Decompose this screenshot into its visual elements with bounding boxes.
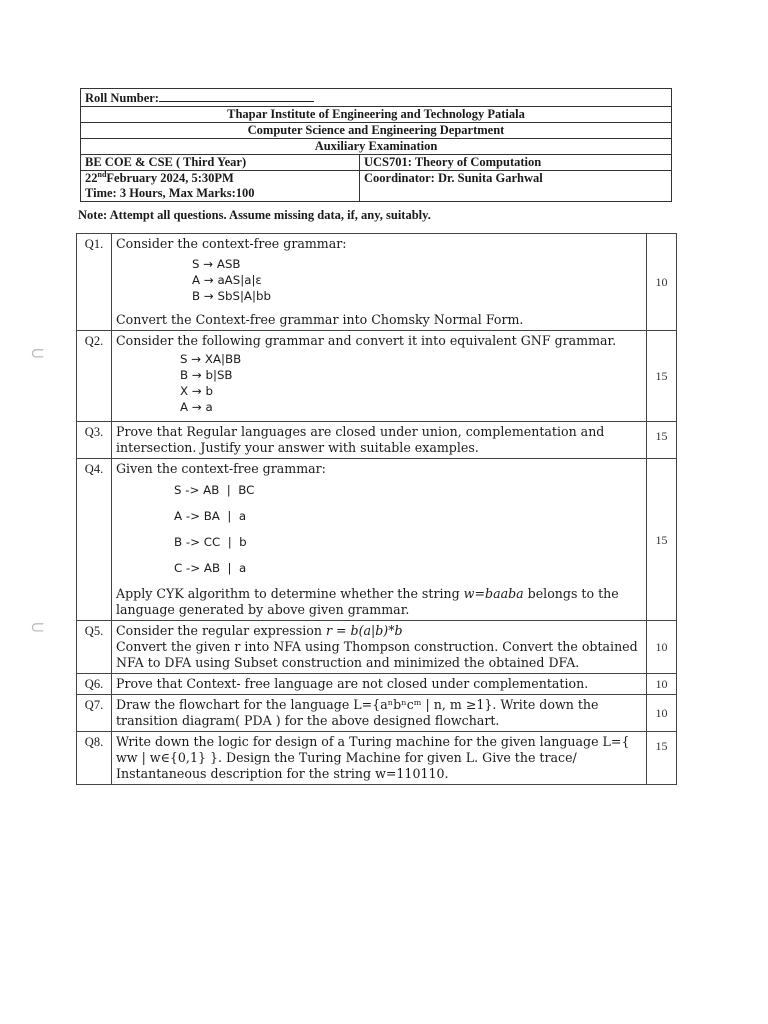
question-number: Q3. <box>77 422 112 459</box>
question-body <box>112 331 647 422</box>
question-marks: 15 <box>647 732 677 785</box>
exam-note: Note: Attempt all questions. Assume missing data, if, any, suitably. <box>78 208 431 222</box>
question-row <box>77 674 677 695</box>
production: B → SbS|A|bb <box>192 289 271 303</box>
grammar-block <box>116 351 642 415</box>
question-task: Convert the given r into NFA using Thompson construction. Convert the obtained NFA to DFA using Subset construction and minimized the obtained DFA. <box>116 639 638 670</box>
question-marks: 10 <box>647 621 677 674</box>
course-year: BE COE & CSE ( Third Year) <box>81 155 360 171</box>
question-text: Draw the flowchart for the language L={aⁿbⁿcᵐ | n, m ≥1}. Write down the transition diagram( PDA ) for the above designed flowchart. <box>112 695 647 732</box>
grammar-block <box>116 482 642 576</box>
question-row <box>77 331 677 422</box>
question-marks: 15 <box>647 422 677 459</box>
question-number: Q5. <box>77 621 112 674</box>
question-text: Prove that Regular languages are closed under union, complementation and intersection. Justify your answer with suitable examples. <box>112 422 647 459</box>
question-number: Q8. <box>77 732 112 785</box>
subject-code: UCS701: Theory of Computation <box>360 155 672 171</box>
grammar-block <box>116 256 642 304</box>
question-marks: 10 <box>647 695 677 732</box>
production: C -> AB | a <box>174 561 247 575</box>
production: B → b|SB <box>180 368 233 382</box>
question-body <box>112 234 647 331</box>
institute-name: Thapar Institute of Engineering and Technology Patiala <box>81 107 672 123</box>
question-body <box>112 459 647 621</box>
question-number: Q7. <box>77 695 112 732</box>
scan-bracket-icon: ⊂ <box>30 343 46 364</box>
production: A -> BA | a <box>174 509 247 523</box>
exam-header-table <box>80 88 672 202</box>
question-row <box>77 695 677 732</box>
production: B -> CC | b <box>174 535 247 549</box>
question-intro: Consider the following grammar and convert it into equivalent GNF grammar. <box>116 333 617 348</box>
questions-table <box>76 233 677 785</box>
question-task: Apply CYK algorithm to determine whether the string w=baaba belongs to the language generated by above given grammar. <box>116 586 619 617</box>
question-number: Q2. <box>77 331 112 422</box>
question-text: Write down the logic for design of a Turing machine for the given language L={ ww | w∈{0,1} }. Design the Turing Machine for given L. Give the trace/ Instantaneous description for the string w=110110. <box>112 732 647 785</box>
question-number: Q1. <box>77 234 112 331</box>
question-marks: 15 <box>647 459 677 621</box>
coordinator: Coordinator: Dr. Sunita Garhwal <box>360 171 672 202</box>
question-intro: Consider the context-free grammar: <box>116 236 347 251</box>
question-intro: Consider the regular expression r = b(a|b)*b <box>116 623 403 638</box>
production: X → b <box>180 384 213 398</box>
question-number: Q4. <box>77 459 112 621</box>
time-marks: Time: 3 Hours, Max Marks:100 <box>81 186 360 202</box>
question-number: Q6. <box>77 674 112 695</box>
question-marks: 10 <box>647 674 677 695</box>
question-row <box>77 422 677 459</box>
production: S -> AB | BC <box>174 483 255 497</box>
roll-number-cell <box>81 89 672 107</box>
question-task: Convert the Context-free grammar into Chomsky Normal Form. <box>116 312 524 327</box>
question-text: Prove that Context- free language are not closed under complementation. <box>112 674 647 695</box>
production: S → ASB <box>192 257 241 271</box>
question-row <box>77 234 677 331</box>
exam-date: 22ndFebruary 2024, 5:30PM <box>81 171 360 187</box>
question-marks: 10 <box>647 234 677 331</box>
production: S → XA|BB <box>180 352 242 366</box>
question-row <box>77 459 677 621</box>
scan-bracket-icon: ⊂ <box>30 617 46 638</box>
roll-number-label: Roll Number: <box>85 91 159 105</box>
question-marks: 15 <box>647 331 677 422</box>
roll-number-blank <box>159 89 314 102</box>
question-row <box>77 732 677 785</box>
question-row <box>77 621 677 674</box>
exam-name: Auxiliary Examination <box>81 139 672 155</box>
production: A → a <box>180 400 213 414</box>
production: A → aAS|a|ε <box>192 273 262 287</box>
department-name: Computer Science and Engineering Department <box>81 123 672 139</box>
question-body <box>112 621 647 674</box>
question-intro: Given the context-free grammar: <box>116 461 326 476</box>
